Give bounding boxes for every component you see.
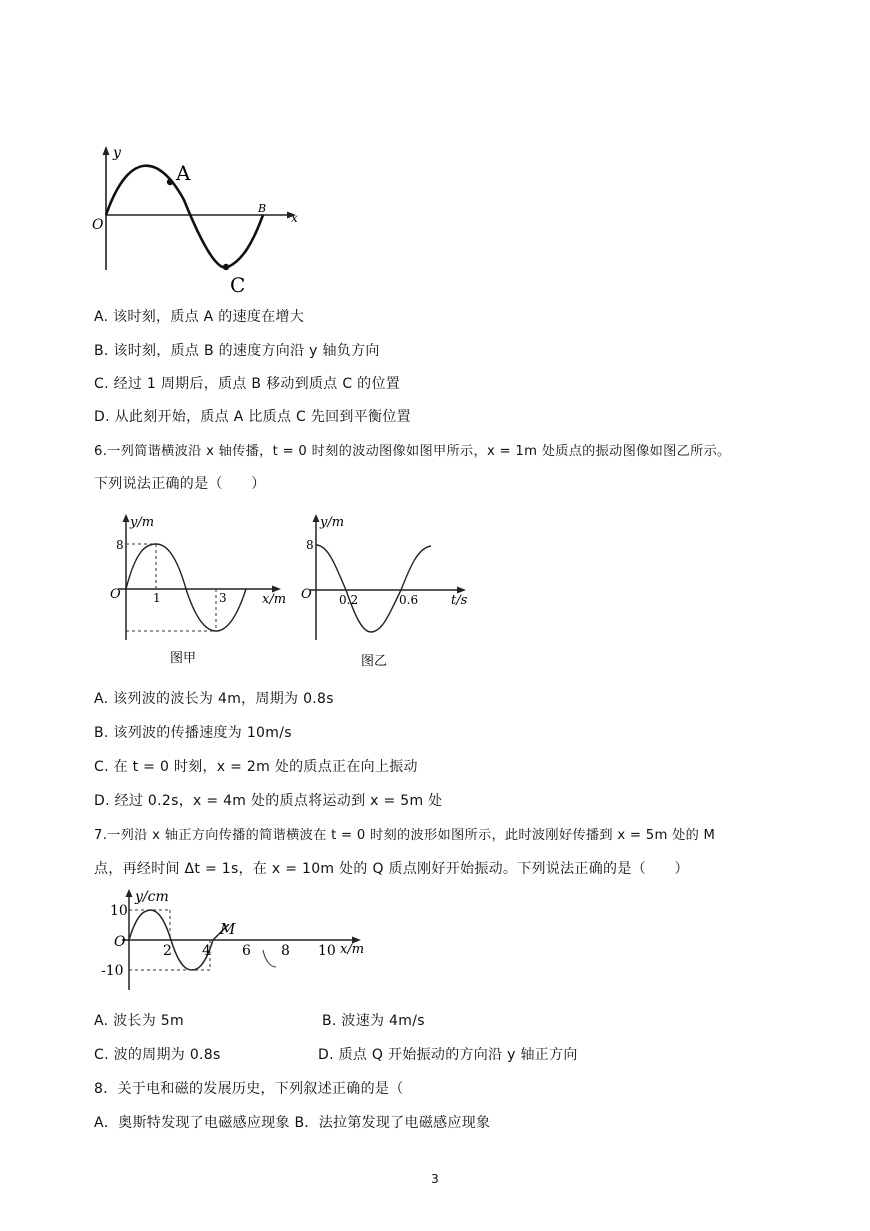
wave-curve [126,544,246,631]
tick-x-8: 8 [281,943,290,959]
tick-x-1: 1 [153,591,161,605]
q6-figure-jia [100,510,295,670]
y-axis-arrow [313,514,320,522]
origin-label: O [110,587,121,602]
y-axis-arrow [123,514,130,522]
x-axis-label: x/m [262,592,287,607]
tick-x-2: 2 [163,943,172,959]
q6-stem-line2: 下列说法正确的是（ ） [94,476,266,492]
q8-stem: 8．关于电和磁的发展历史，下列叙述正确的是（ [94,1081,404,1097]
q6-option-a: A. 该列波的波长为 4m，周期为 0.8s [94,691,334,707]
point-b-label: B [258,202,267,215]
x-axis-label: x/m [340,942,365,957]
q6-option-b: B. 该列波的传播速度为 10m/s [94,725,292,741]
point-m-label: M [220,920,236,938]
q7-option-a: A. 波长为 5m [94,1013,184,1029]
q6-stem-line1: 6.一列简谐横波沿 x 轴传播，t = 0 时刻的波动图像如图甲所示，x = 1m 处质点的振动图像如图乙所示。 [94,444,731,459]
y-axis-label: y/m [320,515,345,530]
page-number: 3 [431,1172,439,1186]
tick-t-02: 0.2 [339,593,359,607]
q7-stem-line2: 点，再经时间 Δt = 1s，在 x = 10m 处的 Q 质点刚好开始振动。下列说法正确的是（ ） [94,861,689,877]
origin-label: O [114,934,126,950]
y-axis-label: y/m [130,515,155,530]
q5-option-a: A. 该时刻，质点 A 的速度在增大 [94,309,305,325]
q7-option-c: C. 波的周期为 0.8s [94,1047,221,1063]
tick-y-8: 8 [306,538,314,552]
point-c-label: C [230,273,246,294]
q-point-mark [263,950,276,967]
q7-option-b: B. 波速为 4m/s [322,1013,425,1029]
q6-option-d: D. 经过 0.2s，x = 4m 处的质点将运动到 x = 5m 处 [94,793,443,809]
q8-options-ab: A．奥斯特发现了电磁感应现象 B．法拉第发现了电磁感应现象 [94,1115,491,1131]
q6-option-c: C. 在 t = 0 时刻，x = 2m 处的质点正在向上振动 [94,759,418,775]
figure-caption: 图甲 [170,651,197,666]
y-axis-arrow [103,146,110,155]
x-axis-label: x [291,211,298,225]
q5-option-d: D. 从此刻开始，质点 A 比质点 C 先回到平衡位置 [94,409,411,425]
q5-option-b: B. 该时刻，质点 B 的速度方向沿 y 轴负方向 [94,343,380,359]
tick-x-4: 4 [202,943,211,959]
tick-t-06: 0.6 [399,593,419,607]
q7-wave-figure [100,885,375,995]
point-a-dot [167,179,173,185]
origin-label: O [301,587,312,602]
t-axis-label: t/s [451,593,468,608]
figure-caption: 图乙 [361,654,388,669]
origin-label: O [92,217,104,233]
q6-figure-yi [295,510,475,670]
tick-x-10: 10 [318,943,336,959]
tick-y-neg10: -10 [101,963,124,979]
q5-option-c: C. 经过 1 周期后，质点 B 移动到质点 C 的位置 [94,376,401,392]
q7-stem-line1: 7.一列沿 x 轴正方向传播的简谐横波在 t = 0 时刻的波形如图所示，此时波刚好传播到 x = 5m 处的 M [94,828,716,843]
y-axis-label: y [113,145,121,161]
tick-x-3: 3 [219,591,227,605]
point-a-label: A [176,161,191,185]
point-c-dot [223,264,229,270]
y-axis-arrow [126,889,133,897]
q7-option-d: D. 质点 Q 开始振动的方向沿 y 轴正方向 [318,1047,578,1063]
tick-y-10: 10 [110,903,128,919]
q5-wave-figure [88,142,310,294]
tick-y-8: 8 [116,538,124,552]
tick-x-6: 6 [242,943,251,959]
y-axis-label: y/cm [135,889,169,905]
vibration-curve [316,545,431,632]
